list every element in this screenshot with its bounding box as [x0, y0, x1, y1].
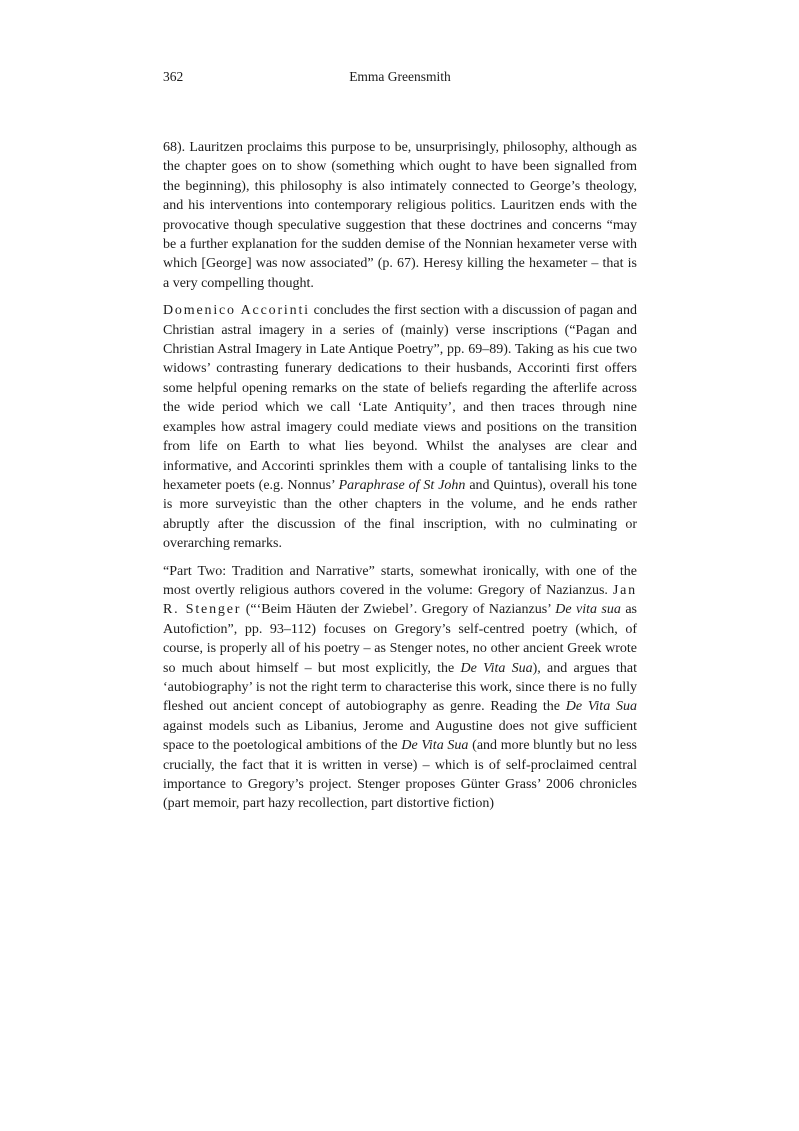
- text-run: 68). Lauritzen proclaims this purpose to be, unsurprisingly, philosophy, although as the chapter goes on to show (something which ought to have been signalled from the beginning), this philosophy is also intimately connected to George’s theology, and his interventions into contemporary religious politics. Lauritzen ends with the provocative though speculative suggestion that these doctrines and concerns “may be a further explanation for the sudden demise of the Nonnian hexameter verse with which [George] was now associated” (p. 67). Heresy killing the hexameter – that is a very compelling thought.: [163, 140, 637, 291]
- text-run: against models such as Libanius, Jerome and Augustine does not give sufficient space to the poetological ambitions of the: [163, 718, 637, 754]
- page-body: [163, 138, 637, 814]
- text-run: De Vita Sua: [460, 660, 533, 676]
- text-run: (“‘Beim Häuten der Zwiebel’. Gregory of Nazianzus’: [241, 602, 556, 618]
- paragraph: [163, 301, 637, 553]
- text-run: Domenico Accorinti: [163, 303, 310, 319]
- text-run: De Vita Sua: [401, 738, 469, 754]
- paragraph: [163, 562, 637, 814]
- text-run: (and more bluntly but no less crucially, the fact that it is written in verse) – which is of self-proclaimed central importance to Gregory’s project. Stenger proposes Günter Grass’ 2006 chronicles (part memoir, part hazy recollection, part distortive fiction): [163, 738, 637, 812]
- text-run: Jan R. Stenger: [163, 582, 637, 618]
- text-run: as Autofiction”, pp. 93–112) focuses on Gregory’s self-centred poetry (which, of course, is properly all of his poetry – as Stenger notes, no other ancient Greek wrote so much about himself – but most explicitly, the: [163, 602, 637, 676]
- running-header: [163, 68, 637, 86]
- running-title: Emma Greensmith: [349, 69, 451, 84]
- text-run: Paraphrase of St John: [338, 477, 466, 493]
- text-run: ), and argues that ‘autobiography’ is not the right term to characterise this work, since there is no fully fleshed out ancient concept of autobiography as genre. Reading the: [163, 660, 638, 715]
- text-run: “Part Two: Tradition and Narrative” starts, somewhat ironically, with one of the most overtly religious authors covered in the volume: Gregory of Nazianzus.: [163, 563, 637, 598]
- text-run: De Vita Sua: [565, 699, 637, 715]
- text-run: De vita sua: [555, 602, 621, 618]
- text-run: concludes the first section with a discussion of pagan and Christian astral imagery in a series of (mainly) verse inscriptions (“Pagan and Christian Astral Imagery in Late Antique Poetry”, pp. 69–89). Taking as his cue two widows’ contrasting funerary dedications to their husbands, Accorinti first offers some helpful opening remarks on the state of beliefs regarding the afterlife across the wide period which we call ‘Late Antiquity’, and then traces through nine examples how astral imagery could mediate views and positions on the transition from life on Earth to what lies beyond. Whilst the analyses are clear and informative, and Accorinti sprinkles them with a couple of tantalising links to the hexameter poets (e.g. Nonnus’: [163, 303, 637, 493]
- page-number: 362: [163, 69, 184, 84]
- paragraph: [163, 138, 637, 293]
- text-run: and Quintus), overall his tone is more surveyistic than the other chapters in the volume, and he ends rather abruptly after the discussion of the final inscription, with no culminating or overarching remarks.: [163, 477, 637, 552]
